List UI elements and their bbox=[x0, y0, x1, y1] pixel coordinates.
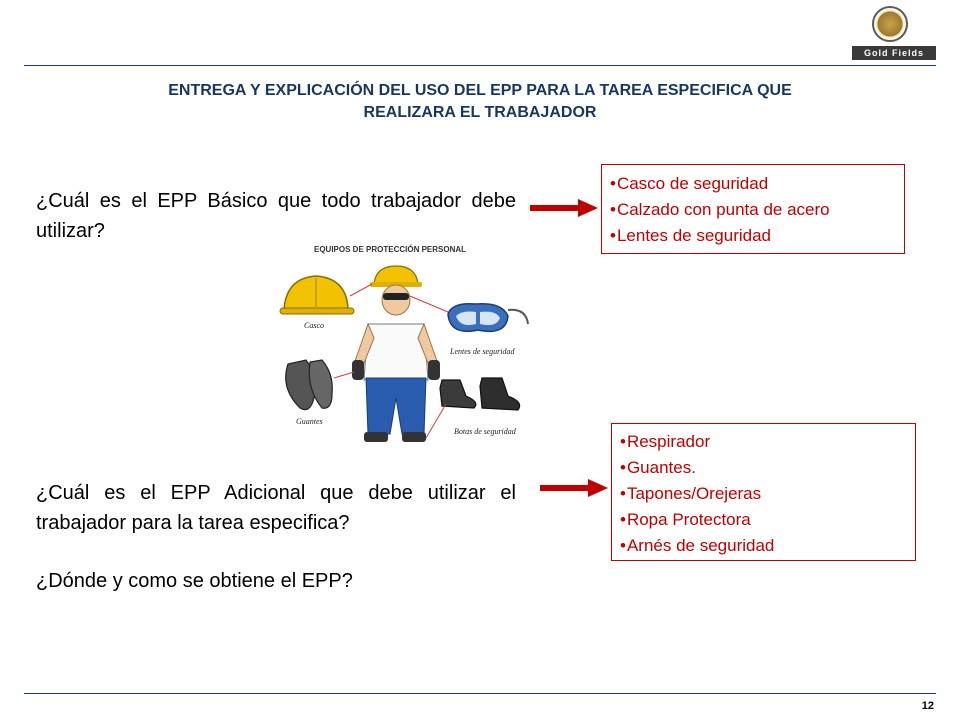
question-additional-epp: ¿Cuál es el EPP Adicional que debe utilizar el trabajador para la tarea especifica? bbox=[36, 482, 516, 534]
label-guantes: Guantes bbox=[296, 417, 323, 426]
title-line-1: ENTREGA Y EXPLICACIÓN DEL USO DEL EPP PARA LA TAREA ESPECIFICA QUE bbox=[168, 82, 792, 99]
gloves-icon bbox=[286, 360, 333, 410]
slide-title bbox=[40, 80, 920, 124]
ppe-illustration bbox=[270, 238, 540, 453]
goggles-icon bbox=[448, 304, 528, 332]
basic-epp-list bbox=[601, 164, 905, 254]
title-line-2: REALIZARA EL TRABAJADOR bbox=[363, 104, 597, 121]
footer-divider bbox=[24, 693, 936, 694]
list-item: • Lentes de seguridad bbox=[610, 223, 904, 249]
label-casco: Casco bbox=[304, 321, 324, 330]
worker-figure-icon bbox=[352, 266, 440, 442]
list-item: • Tapones/Orejeras bbox=[620, 481, 915, 507]
label-lentes: Lentes de seguridad bbox=[450, 347, 515, 356]
label-botas: Botas de seguridad bbox=[454, 427, 516, 436]
helmet-icon bbox=[280, 276, 354, 314]
header-divider bbox=[24, 65, 936, 66]
page-number: 12 bbox=[921, 700, 934, 712]
arrow-right-icon bbox=[538, 476, 610, 500]
list-item: • Respirador bbox=[620, 429, 915, 455]
question-where-epp: ¿Dónde y como se obtiene el EPP? bbox=[36, 570, 353, 592]
company-logo bbox=[852, 6, 936, 62]
question-basic-epp: ¿Cuál es el EPP Básico que todo trabajador debe utilizar? bbox=[36, 190, 516, 242]
additional-epp-list bbox=[611, 423, 916, 561]
list-item: • Calzado con punta de acero bbox=[610, 197, 904, 223]
list-item: • Arnés de seguridad bbox=[620, 533, 915, 559]
list-item: • Guantes. bbox=[620, 455, 915, 481]
boots-icon bbox=[440, 378, 520, 410]
arrow-right-icon bbox=[528, 196, 600, 220]
logo-text: Gold Fields bbox=[852, 46, 936, 60]
list-item: • Casco de seguridad bbox=[610, 171, 904, 197]
logo-seal-icon bbox=[872, 6, 908, 42]
illustration-heading: EQUIPOS DE PROTECCIÓN PERSONAL bbox=[314, 245, 467, 254]
list-item: • Ropa Protectora bbox=[620, 507, 915, 533]
